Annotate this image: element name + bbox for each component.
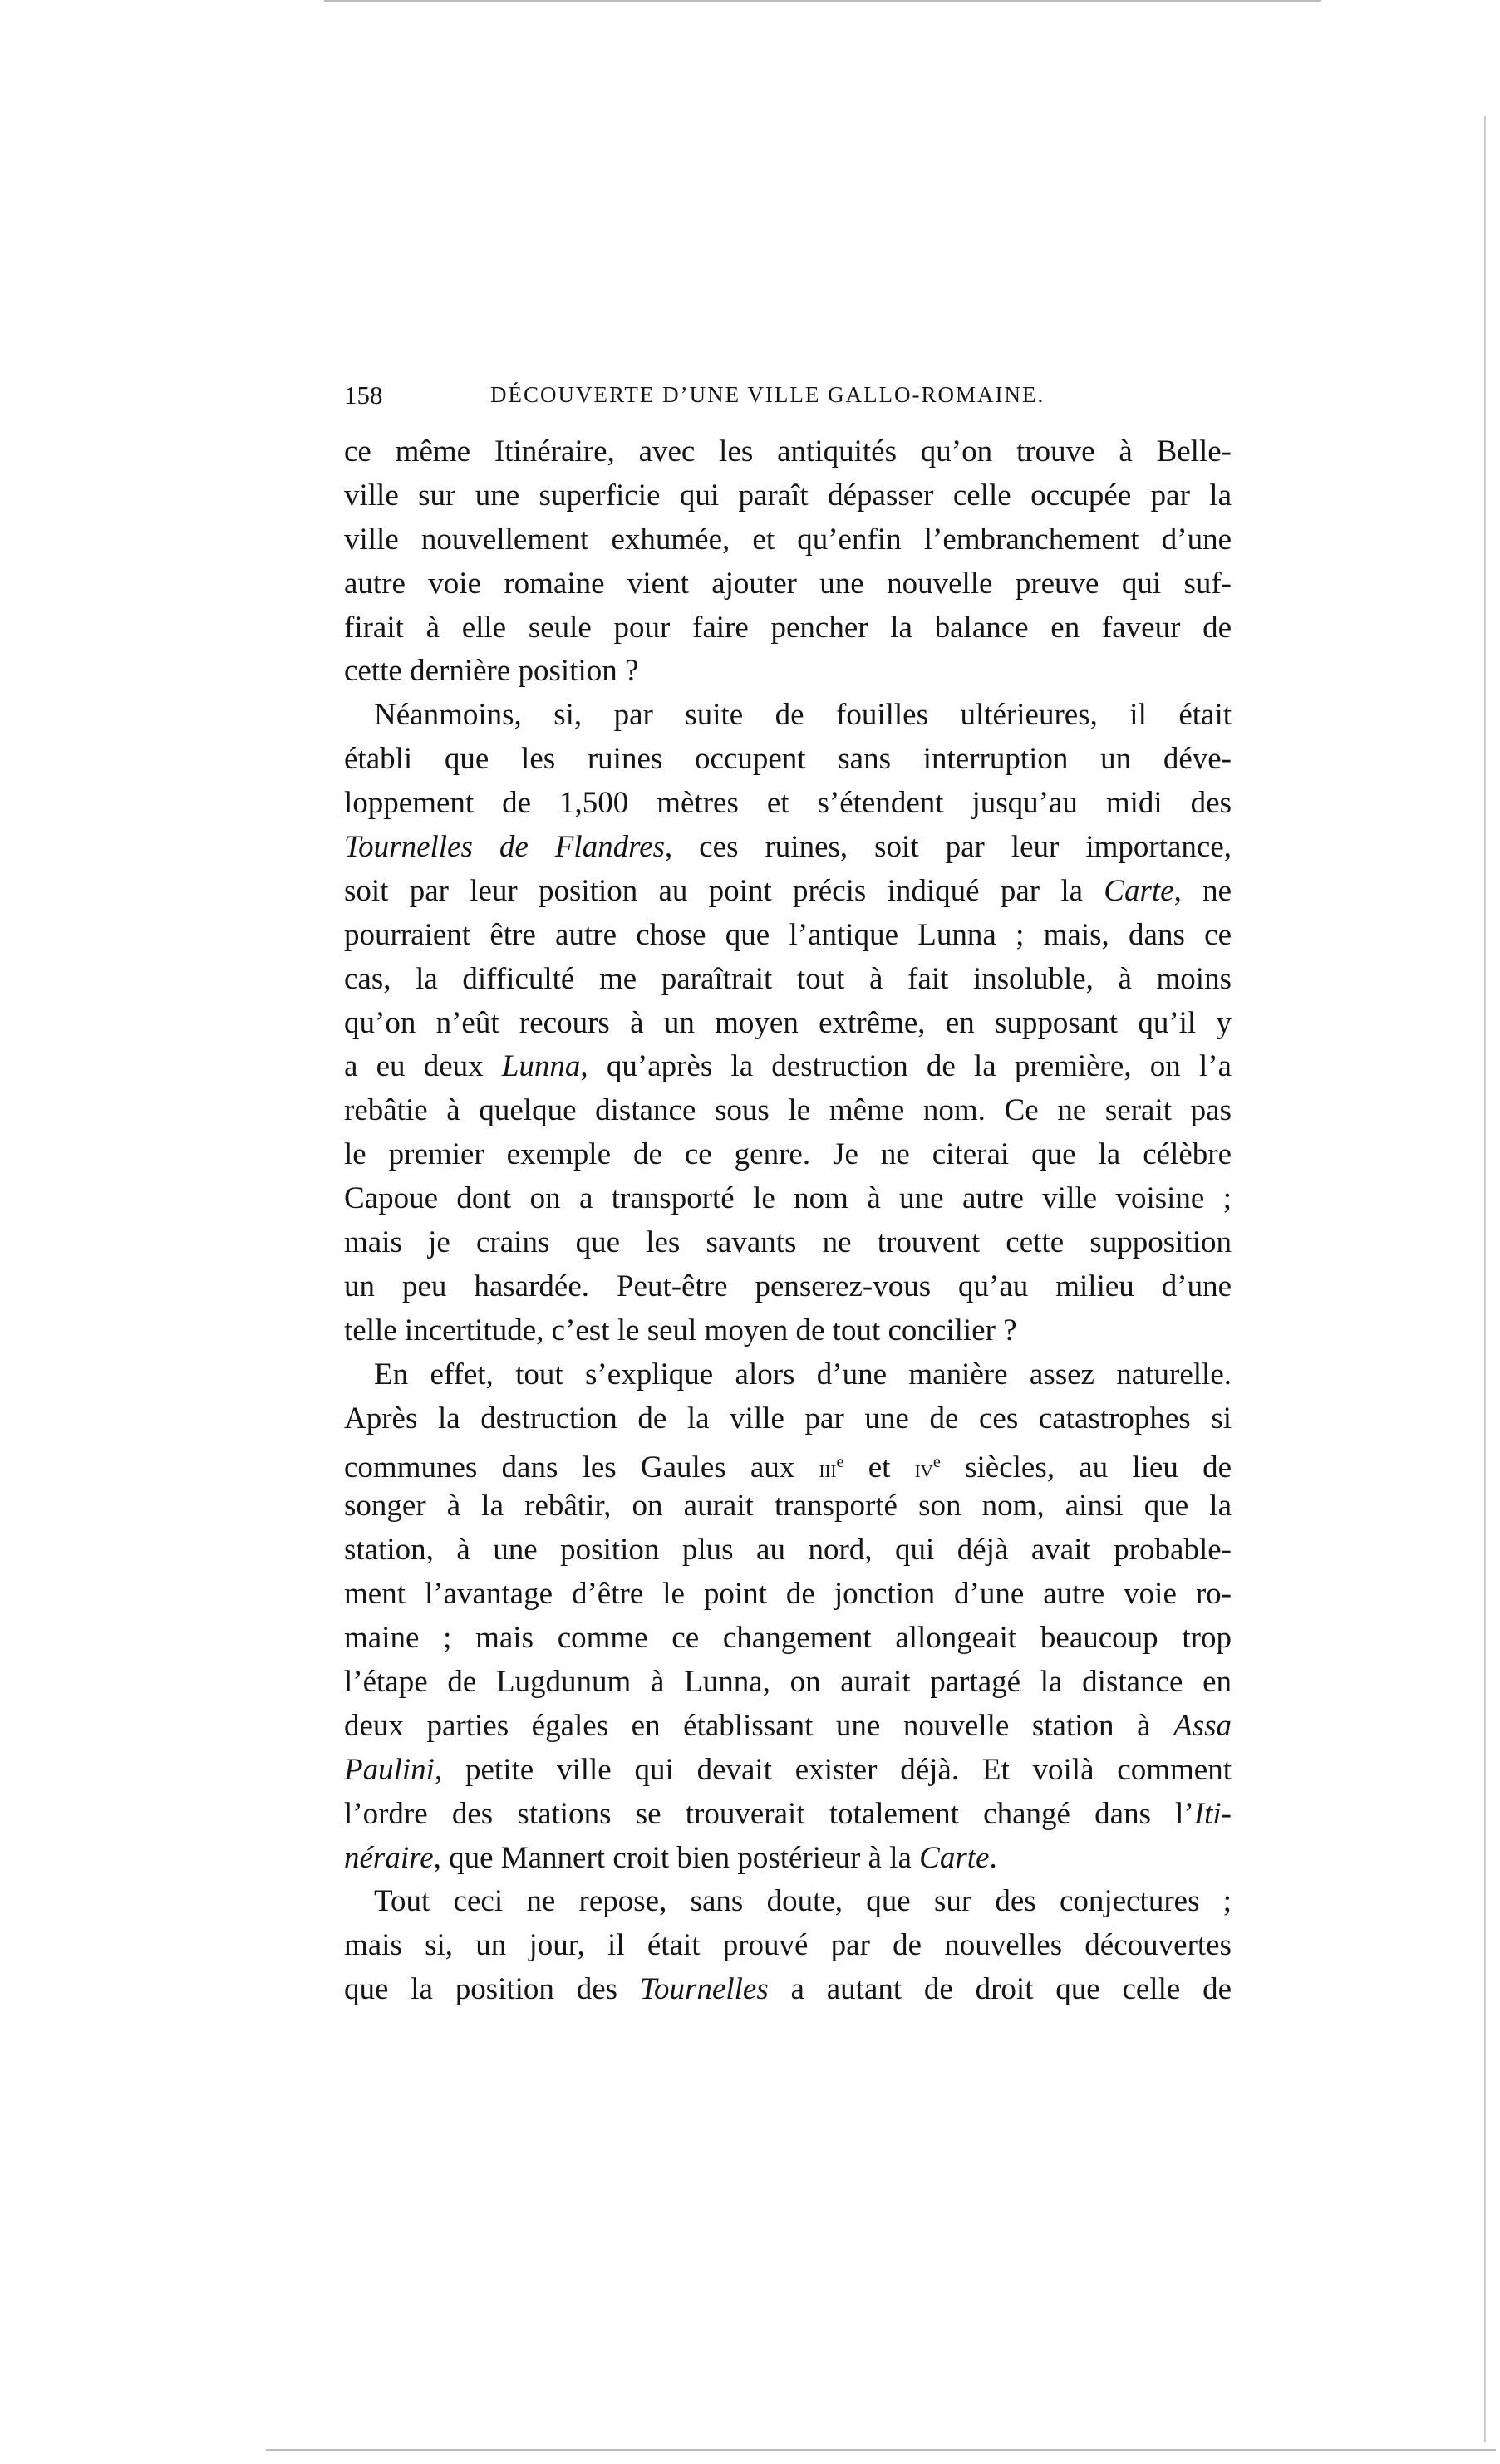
text-line: [344, 870, 1232, 914]
text-run: rebâtie à quelque distance sous le même nom. Ce ne serait pas: [344, 1093, 1232, 1128]
italic-text: Assa: [1173, 1708, 1232, 1743]
text-run: firait à elle seule pour faire pencher la balance en faveur de: [344, 610, 1232, 645]
text-run: cas, la difficulté me paraîtrait tout à fait insoluble, à moins: [344, 961, 1232, 996]
text-run: , qu’après la destruction de la première, on l’a: [580, 1049, 1232, 1084]
text-line: [344, 1705, 1232, 1749]
italic-text: Iti-: [1193, 1796, 1232, 1831]
text-line: [344, 518, 1232, 562]
text-run: ville sur une superficie qui paraît dépasser celle occupée par la: [344, 478, 1232, 513]
running-header: [344, 380, 1232, 414]
text-run: communes dans les Gaules aux: [344, 1450, 819, 1485]
running-title: DÉCOUVERTE D’UNE VILLE GALLO-ROMAINE.: [490, 382, 1045, 407]
text-line: [344, 958, 1232, 1002]
text-run: mais si, un jour, il était prouvé par de nouvelles découvertes: [344, 1928, 1232, 1963]
superscript: e: [932, 1453, 941, 1472]
text-line: [344, 1880, 1232, 1924]
italic-text: néraire: [344, 1840, 434, 1875]
italic-text: Tournelles de Flandres: [344, 830, 666, 865]
body-text: [344, 430, 1232, 2012]
text-line: [344, 694, 1232, 738]
page-right-edge: [1484, 116, 1486, 2442]
text-run: établi que les ruines occupent sans interruption un déve-: [344, 742, 1232, 777]
text-run: siècles, au lieu de: [940, 1450, 1232, 1485]
text-run: En effet, tout s’explique alors d’une manière assez naturelle.: [374, 1357, 1232, 1392]
text-run: , petite ville qui devait exister déjà. Et voilà comment: [434, 1752, 1232, 1787]
text-run: que la position des: [344, 1972, 640, 2007]
italic-text: Tournelles: [639, 1972, 769, 2007]
text-line: [344, 1573, 1232, 1617]
text-line: [344, 474, 1232, 518]
text-run: cette dernière position ?: [344, 654, 639, 689]
text-run: Après la destruction de la ville par une de ces catastrophes si: [344, 1401, 1232, 1436]
text-line: [344, 650, 1232, 694]
text-line: [344, 1309, 1232, 1353]
text-run: ment l’avantage d’être le point de jonction d’une autre voie ro-: [344, 1577, 1232, 1612]
text-run: autre voie romaine vient ajouter une nouvelle preuve qui suf-: [344, 566, 1232, 601]
italic-text: Lunna: [501, 1049, 581, 1084]
text-line: [344, 1045, 1232, 1089]
text-line: [344, 1617, 1232, 1661]
text-line: [344, 1177, 1232, 1221]
text-line: [344, 1089, 1232, 1133]
text-run: qu’on n’eût recours à un moyen extrême, en supposant qu’il y: [344, 1005, 1232, 1040]
italic-text: Carte: [1104, 873, 1174, 908]
text-run: deux parties égales en établissant une nouvelle station à: [344, 1708, 1174, 1743]
text-line: [344, 1793, 1232, 1837]
text-line: [344, 782, 1232, 826]
text-run: et: [843, 1450, 915, 1485]
text-line: [344, 1837, 1232, 1881]
text-line: [344, 1661, 1232, 1705]
text-run: maine ; mais comme ce changement allongeait beaucoup trop: [344, 1621, 1232, 1656]
text-run: loppement de 1,500 mètres et s’étendent jusqu’au midi des: [344, 786, 1232, 821]
text-run: le premier exemple de ce genre. Je ne citerai que la célèbre: [344, 1137, 1232, 1172]
text-line: [344, 1924, 1232, 1968]
text-run: iii: [819, 1455, 837, 1484]
text-line: [344, 1397, 1232, 1441]
text-run: , ne: [1173, 873, 1232, 908]
text-run: pourraient être autre chose que l’antique Lunna ; mais, dans ce: [344, 917, 1232, 952]
text-run: un peu hasardée. Peut-être penserez-vous qu’au milieu d’une: [344, 1269, 1232, 1303]
text-line: [344, 914, 1232, 958]
text-line: [344, 1002, 1232, 1046]
page-bottom-edge: [266, 2449, 1496, 2451]
text-run: Néanmoins, si, par suite de fouilles ultérieures, il était: [374, 698, 1232, 733]
page-number: 158: [344, 380, 383, 410]
text-line: [344, 1749, 1232, 1793]
page-top-edge: [324, 0, 1321, 2]
italic-text: Paulini: [344, 1752, 435, 1787]
text-line: [344, 1265, 1232, 1309]
text-line: [344, 430, 1232, 474]
text-run: ville nouvellement exhumée, et qu’enfin l’embranchement d’une: [344, 522, 1232, 557]
text-run: , ces ruines, soit par leur importance,: [665, 830, 1232, 865]
text-run: , que Mannert croit bien postérieur à la: [433, 1840, 920, 1875]
text-line: [344, 1968, 1232, 2012]
text-run: a autant de droit que celle de: [768, 1972, 1232, 2007]
text-run: mais je crains que les savants ne trouvent cette supposition: [344, 1225, 1232, 1260]
text-run: station, à une position plus au nord, qui déjà avait probable-: [344, 1533, 1232, 1568]
text-line: [344, 1485, 1232, 1529]
text-run: .: [989, 1840, 997, 1875]
text-run: Capoue dont on a transporté le nom à une autre ville voisine ;: [344, 1181, 1232, 1216]
text-line: [344, 1529, 1232, 1573]
text-run: iv: [914, 1455, 933, 1484]
text-line: [344, 606, 1232, 650]
superscript: e: [836, 1453, 844, 1472]
text-line: [344, 1353, 1232, 1397]
text-run: soit par leur position au point précis indiqué par la: [344, 873, 1104, 908]
text-line: [344, 738, 1232, 782]
text-run: l’étape de Lugdunum à Lunna, on aurait partagé la distance en: [344, 1664, 1232, 1699]
text-line: [344, 1133, 1232, 1177]
italic-text: Carte: [919, 1840, 990, 1875]
text-run: l’ordre des stations se trouverait totalement changé dans l’: [344, 1796, 1194, 1831]
text-run: a eu deux: [344, 1049, 502, 1084]
text-run: Tout ceci ne repose, sans doute, que sur des conjectures ;: [374, 1884, 1232, 1919]
text-line: [344, 826, 1232, 870]
text-run: telle incertitude, c’est le seul moyen de tout concilier ?: [344, 1313, 1017, 1347]
text-line: [344, 1221, 1232, 1265]
text-line: [344, 1441, 1232, 1485]
text-run: ce même Itinéraire, avec les antiquités qu’on trouve à Belle-: [344, 434, 1232, 469]
text-line: [344, 562, 1232, 606]
text-run: songer à la rebâtir, on aurait transporté son nom, ainsi que la: [344, 1489, 1232, 1524]
